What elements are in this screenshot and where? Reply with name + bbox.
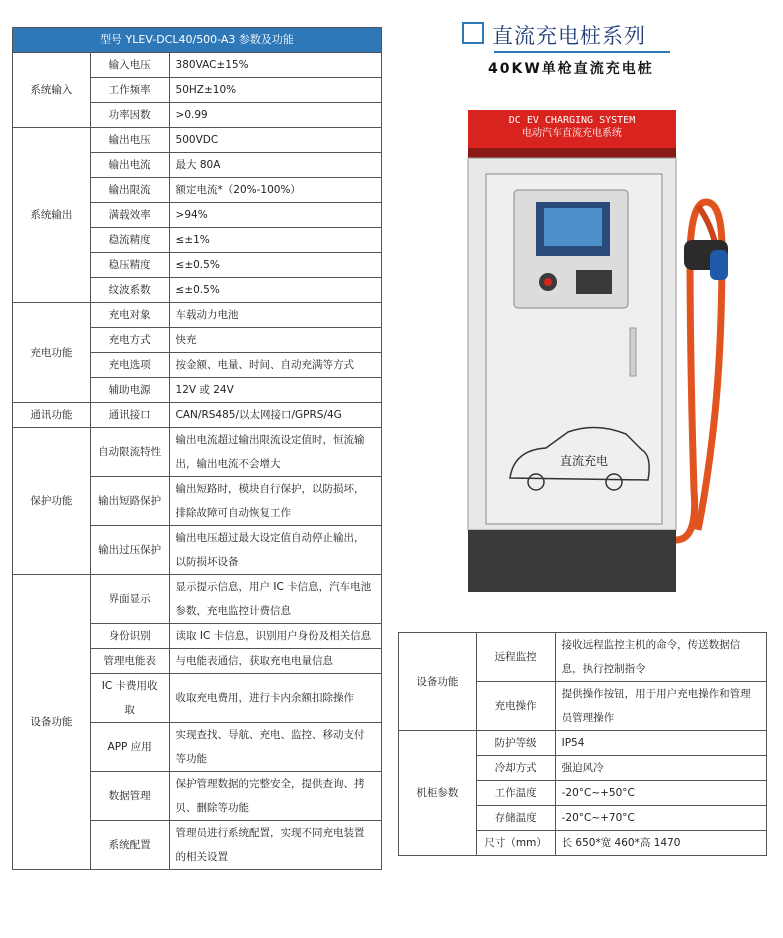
param-value: 长 650*宽 460*高 1470 [555,831,766,856]
param-value: 12V 或 24V [169,378,381,403]
table-row [13,403,382,428]
param-label: 充电方式 [90,328,169,353]
param-value: CAN/RS485/以太网接口/GPRS/4G [169,403,381,428]
table-row [13,303,382,328]
param-label: 存储温度 [476,806,555,831]
group-label: 充电功能 [13,303,91,403]
param-label: 自动限流特性 [90,428,169,477]
param-label: 工作温度 [476,781,555,806]
left-spec-table [12,27,382,870]
group-label: 设备功能 [399,633,477,731]
param-label: 远程监控 [476,633,555,682]
cabinet-base [468,530,676,592]
param-label: 输出短路保护 [90,477,169,526]
param-value: 按金额、电量、时间、自动充满等方式 [169,353,381,378]
param-label: 输出电压 [90,128,169,153]
param-label: 输出限流 [90,178,169,203]
param-value: 显示提示信息，用户 IC 卡信息，汽车电池参数，充电监控计费信息 [169,575,381,624]
param-label: 输出电流 [90,153,169,178]
param-value: -20°C~+50°C [555,781,766,806]
param-value: -20°C~+70°C [555,806,766,831]
param-value: 快充 [169,328,381,353]
param-value: 强迫风冷 [555,756,766,781]
table-row [13,128,382,153]
group-label: 机柜参数 [399,731,477,856]
right-spec-table [398,632,767,856]
param-label: 界面显示 [90,575,169,624]
table-row [13,575,382,624]
param-value: 车载动力电池 [169,303,381,328]
param-label: 稳流精度 [90,228,169,253]
param-value: 输出短路时，模块自行保护，以防损坏，排除故障可自动恢复工作 [169,477,381,526]
group-label: 设备功能 [13,575,91,870]
param-value: 实现查找、导航、充电、监控、移动支付等功能 [169,723,381,772]
param-label: 充电操作 [476,682,555,731]
param-value: 380VAC±15% [169,53,381,78]
param-value: ≤±0.5% [169,278,381,303]
param-label: 充电选项 [90,353,169,378]
product-title: 40KW单枪直流充电桩 [488,61,654,77]
panel-text-cn: 电动汽车直流充电系统 [522,128,622,139]
panel-text-en: DC EV CHARGING SYSTEM [508,115,636,126]
table-row [399,731,767,756]
param-label: 充电对象 [90,303,169,328]
param-label: IC 卡费用收取 [90,674,169,723]
param-label: 输出过压保护 [90,526,169,575]
param-label: 输入电压 [90,53,169,78]
param-value: >94% [169,203,381,228]
param-value: 500VDC [169,128,381,153]
param-value: 读取 IC 卡信息，识别用户身份及相关信息 [169,624,381,649]
param-label: 系统配置 [90,821,169,870]
param-label: 通讯接口 [90,403,169,428]
param-label: 稳压精度 [90,253,169,278]
param-label: 管理电能表 [90,649,169,674]
group-label: 保护功能 [13,428,91,575]
param-label: 功率因数 [90,103,169,128]
param-label: 工作频率 [90,78,169,103]
param-label: 防护等级 [476,731,555,756]
door-handle [630,328,636,376]
param-value: 提供操作按钮，用于用户充电操作和管理员管理操作 [555,682,766,731]
param-value: 输出电流超过输出限流设定值时，恒流输出，输出电流不会增大 [169,428,381,477]
group-label: 系统输入 [13,53,91,128]
param-value: ≤±0.5% [169,253,381,278]
charger-illustration [466,110,736,600]
param-label: 冷却方式 [476,756,555,781]
param-value: 最大 80A [169,153,381,178]
param-label: APP 应用 [90,723,169,772]
car-label: 直流充电 [559,454,609,468]
group-label: 系统输出 [13,128,91,303]
param-value: 额定电流*（20%-100%） [169,178,381,203]
card-reader [576,270,612,294]
param-label: 数据管理 [90,772,169,821]
param-value: 输出电压超过最大设定值自动停止输出，以防损坏设备 [169,526,381,575]
table-row [13,53,382,78]
param-label: 身份识别 [90,624,169,649]
param-value: 接收远程监控主机的命令，传送数据信息，执行控制指令 [555,633,766,682]
param-label: 尺寸（mm） [476,831,555,856]
param-value: 50HZ±10% [169,78,381,103]
title-underline [494,51,670,53]
table-row [13,428,382,477]
param-value: 与电能表通信，获取充电电量信息 [169,649,381,674]
param-value: >0.99 [169,103,381,128]
param-value: 收取充电费用，进行卡内余额扣除操作 [169,674,381,723]
param-value: ≤±1% [169,228,381,253]
param-label: 纹波系数 [90,278,169,303]
param-value: IP54 [555,731,766,756]
table-row [399,633,767,682]
table-title: 型号 YLEV-DCL40/500-A3 参数及功能 [13,28,382,53]
param-label: 满载效率 [90,203,169,228]
series-title: 直流充电桩系列 [492,24,646,48]
param-value: 管理员进行系统配置，实现不同充电装置的相关设置 [169,821,381,870]
param-value: 保护管理数据的完整安全，提供查询、拷贝、删除等功能 [169,772,381,821]
group-label: 通讯功能 [13,403,91,428]
param-label: 辅助电源 [90,378,169,403]
